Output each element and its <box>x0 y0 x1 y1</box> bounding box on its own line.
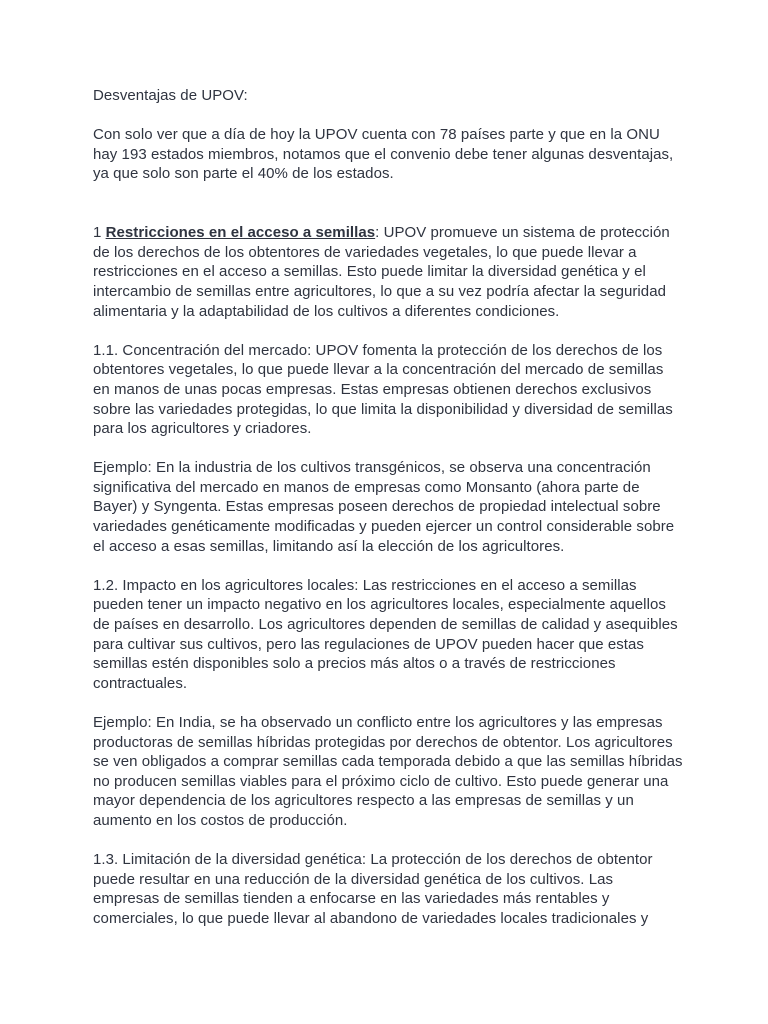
example-1-1: Ejemplo: En la industria de los cultivos transgénicos, se observa una concentración significativa del mercado en manos de empresas como Monsanto (ahora parte de Bayer) y Syngenta. Estas empresas poseen derechos de propiedad intelectual sobre variedades genéticamente modificadas y pueden ejercer un control considerable sobre el acceso a esas semillas, limitando así la elección de los agricultores. <box>93 459 675 555</box>
document-body <box>93 86 683 929</box>
paragraph-1-2: 1.2. Impacto en los agricultores locales: Las restricciones en el acceso a semillas pueden tener un impacto negativo en los agricultores locales, especialmente aquellos de países en desarrollo. Los agricultores dependen de semillas de calidad y asequibles para cultivar sus cultivos, pero las regulaciones de UPOV pueden hacer que estas semillas estén disponibles solo a precios más altos o a través de restricciones contractuales. <box>93 576 678 692</box>
spacer <box>93 184 683 223</box>
document-title: Desventajas de UPOV: <box>93 87 248 104</box>
section-1-text: : UPOV promueve un sistema de protección de los derechos de los obtentores de variedades vegetales, lo que puede llevar a restricciones en el acceso a semillas. Esto puede limitar la diversidad genética y el intercambio de semillas entre agricultores, lo que a su vez podría afectar la seguridad alimentaria y la adaptabilidad de los cultivos a diferentes condiciones. <box>93 224 670 320</box>
section-1-number: 1 <box>93 224 106 242</box>
section-1-heading: Restricciones en el acceso a semillas <box>105 224 376 242</box>
spacer <box>93 556 683 576</box>
paragraph-1-1: 1.1. Concentración del mercado: UPOV fomenta la protección de los derechos de los obtentores vegetales, lo que puede llevar a la concentración del mercado de semillas en manos de unas pocas empresas. Estas empresas obtienen derechos exclusivos sobre las variedades protegidas, lo que limita la disponibilidad y diversidad de semillas para los agricultores y criadores. <box>93 341 673 438</box>
spacer <box>93 831 683 851</box>
spacer <box>93 321 683 341</box>
example-1-2: Ejemplo: En India, se ha observado un conflicto entre los agricultores y las empresas productoras de semillas híbridas protegidas por derechos de obtentor. Los agricultores se ven obligados a comprar semillas cada temporada debido a que las semillas híbridas no producen semillas viables para el próximo ciclo de cultivo. Esto puede generar una mayor dependencia de los agricultores respecto a las empresas de semillas y un aumento en los costos de producción. <box>93 714 683 829</box>
paragraph-1-3: 1.3. Limitación de la diversidad genética: La protección de los derechos de obtentor puede resultar en una reducción de la diversidad genética de los cultivos. Las empresas de semillas tienden a enfocarse en las variedades más rentables y comerciales, lo que puede llevar al abandono de variedades locales tradicionales y <box>93 851 653 927</box>
intro-paragraph: Con solo ver que a día de hoy la UPOV cuenta con 78 países parte y que en la ONU hay 193 estados miembros, notamos que el convenio debe tener algunas desventajas, ya que solo son parte el 40% de los estados. <box>93 126 674 183</box>
spacer <box>93 439 683 459</box>
section-1-paragraph <box>93 223 683 321</box>
spacer <box>93 693 683 713</box>
